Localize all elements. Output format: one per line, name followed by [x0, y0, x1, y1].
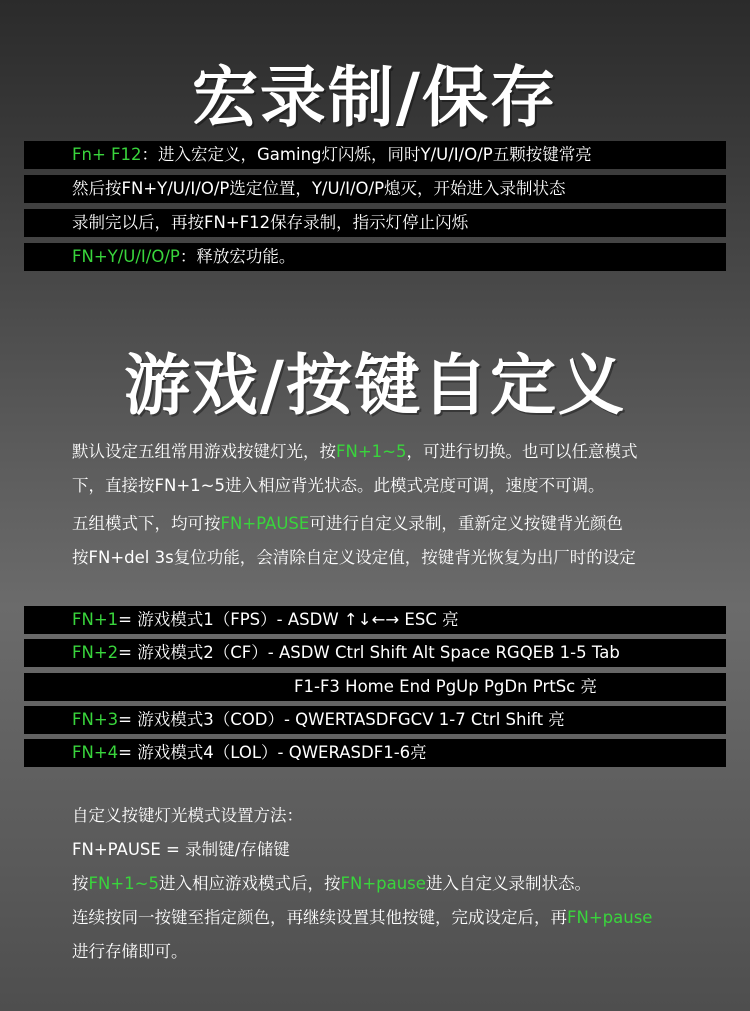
mode-row-1-text: = 游戏模式1（FPS）- ASDW ↑↓←→ ESC 亮	[118, 610, 459, 629]
mode-row-4	[24, 739, 726, 767]
intro-line-3-b: 可进行自定义录制，重新定义按键背光颜色	[309, 514, 623, 533]
mode-row-2-key: FN+2	[72, 643, 119, 662]
macro-row-4-key: FN+Y/U/I/O/P	[72, 247, 180, 266]
mode-row-2-continued	[24, 673, 726, 701]
intro-line-1-key: FN+1~5	[336, 442, 407, 461]
custom-line-3-b: 进入相应游戏模式后，按	[158, 874, 341, 893]
macro-row-3	[24, 209, 726, 237]
intro-line-1	[72, 435, 712, 469]
intro-line-3	[72, 507, 712, 541]
macro-row-1-key: Fn+ F12	[72, 145, 142, 164]
custom-line-3-key2: FN+pause	[340, 874, 426, 893]
intro-line-1-a: 默认设定五组常用游戏按键灯光，按	[72, 442, 336, 461]
intro-line-3-key: FN+PAUSE	[220, 514, 310, 533]
macro-row-2	[24, 175, 726, 203]
macro-row-3-text: 录制完以后，再按FN+F12保存录制，指示灯停止闪烁	[72, 213, 469, 232]
mode-row-1-key: FN+1	[72, 610, 119, 629]
heading-game-custom: 游戏/按键自定义	[123, 347, 627, 424]
macro-row-1	[24, 141, 726, 169]
mode-row-2	[24, 639, 726, 667]
custom-line-5: 进行存储即可。	[72, 942, 188, 961]
macro-row-4	[24, 243, 726, 271]
macro-row-4-text: ：释放宏功能。	[179, 247, 296, 266]
mode-row-1	[24, 606, 726, 634]
mode-row-3-key: FN+3	[72, 710, 119, 729]
custom-title: 自定义按键灯光模式设置方法：	[72, 806, 303, 825]
mode-row-2-cont-text: F1-F3 Home End PgUp PgDn PrtSc 亮	[294, 677, 598, 696]
mode-row-3	[24, 706, 726, 734]
macro-row-1-text: ：进入宏定义，Gaming灯闪烁，同时Y/U/I/O/P五颗按键常亮	[141, 145, 592, 164]
custom-line-3-key1: FN+1~5	[88, 874, 159, 893]
intro-line-3-a: 五组模式下，均可按	[72, 514, 221, 533]
mode-row-2-text: = 游戏模式2（CF）- ASDW Ctrl Shift Alt Space RGQEB 1-5 Tab	[118, 643, 620, 662]
intro-line-1-b: ，可进行切换。也可以任意模式	[406, 442, 638, 461]
macro-row-2-text: 然后按FN+Y/U/I/O/P选定位置，Y/U/I/O/P熄灭，开始进入录制状态	[72, 179, 566, 198]
custom-line-4	[72, 901, 712, 935]
custom-line-4-key: FN+pause	[567, 908, 653, 927]
custom-line-3	[72, 867, 712, 901]
heading-macro-record: 宏录制/保存	[191, 59, 559, 136]
intro-line-2: 下，直接按FN+1~5进入相应背光状态。此模式亮度可调，速度不可调。	[72, 476, 605, 495]
mode-row-3-text: = 游戏模式3（COD）- QWERTASDFGCV 1-7 Ctrl Shift 亮	[118, 710, 565, 729]
custom-line-4-a: 连续按同一按键至指定颜色，再继续设置其他按键，完成设定后，再	[72, 908, 567, 927]
custom-line-3-c: 进入自定义录制状态。	[425, 874, 591, 893]
mode-row-4-key: FN+4	[72, 743, 119, 762]
custom-line-2: FN+PAUSE = 录制键/存储键	[72, 840, 290, 859]
mode-row-4-text: = 游戏模式4（LOL）- QWERASDF1-6亮	[118, 743, 427, 762]
intro-line-4: 按FN+del 3s复位功能，会清除自定义设定值，按键背光恢复为出厂时的设定	[72, 548, 636, 567]
custom-line-3-a: 按	[72, 874, 89, 893]
